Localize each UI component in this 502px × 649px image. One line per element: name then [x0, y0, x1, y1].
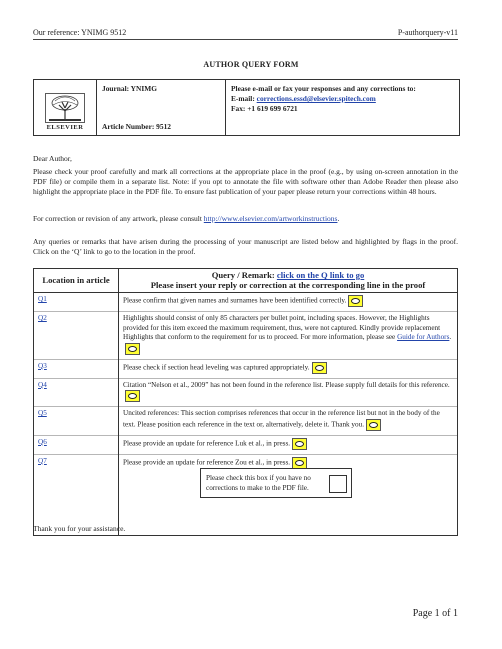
query-text: Highlights should consist of only 85 characters per bullet point, including spaces. However, the Highlights provided for this item exceed the maximum requirement, thus, were not captured. Kindly provide replacement Highlights that conform to the requirement for us to proceed. For more information, please see	[123, 314, 441, 341]
q-link[interactable]: Q2	[38, 314, 47, 322]
query-header-label: Query / Remark:	[211, 270, 277, 280]
query-suffix: .	[449, 333, 452, 341]
q-link-instruction[interactable]: click on the Q link to go	[276, 270, 365, 280]
artwork-suffix: .	[337, 214, 340, 223]
email-label: E-mail:	[231, 94, 257, 103]
elsevier-logo	[34, 80, 97, 135]
comment-icon[interactable]	[366, 419, 381, 431]
artwork-paragraph	[33, 214, 458, 224]
contact-cell	[226, 80, 459, 135]
queries-paragraph: Any queries or remarks that have arisen during the processing of your manuscript are listed below and highlighted by flags in the proof. Click on the ‘Q’ link to go to the location in the proof.	[33, 237, 458, 256]
page-header	[33, 28, 458, 40]
query-text: Please provide an update for reference Zou et al., in press.	[123, 458, 291, 467]
article-number: Article Number: 9512	[102, 122, 171, 131]
query-text: Uncited references: This section comprises references that occur in the reference list but not in the body of the text. Please position each reference in the text or, alternatively, delete it. Thank you.	[123, 409, 440, 429]
journal-info-box	[33, 79, 460, 136]
contact-instruction: Please e-mail or fax your responses and any corrections to:	[231, 84, 416, 93]
query-header-line2: Please insert your reply or correction at the corresponding line in the proof	[150, 279, 426, 290]
query-text: Citation “Nelson et al., 2009” has not been found in the reference list. Please supply full details for this reference.	[123, 380, 450, 389]
journal-cell	[97, 80, 226, 135]
query-text: Please provide an update for reference Luk et al., in press.	[123, 439, 291, 448]
instructions-paragraph: Please check your proof carefully and mark all corrections at the appropriate place in the proof (e.g., by using on-screen annotation in the PDF file) or compile them in a separate list. Note: if you opt to annotate the file with software other than Adobe Reader then please also highlight the appropriate place in the PDF file. To ensure fast publication of your paper please return your corrections within 48 hours.	[33, 167, 458, 196]
logo-text: ELSEVIER	[46, 124, 84, 131]
artwork-text: For correction or revision of any artwork, please consult	[33, 214, 204, 223]
no-corrections-checkbox[interactable]	[329, 475, 347, 493]
guide-for-authors-link[interactable]: Guide for Authors	[397, 333, 450, 341]
form-code: P-authorquery-v11	[397, 28, 458, 37]
salutation: Dear Author,	[33, 154, 72, 163]
query-text: Please confirm that given names and surnames have been identified correctly.	[123, 296, 347, 305]
comment-icon[interactable]	[125, 390, 140, 402]
q-link[interactable]: Q6	[38, 437, 47, 446]
q-link[interactable]: Q5	[38, 409, 47, 417]
tree-icon	[45, 93, 85, 123]
q-link[interactable]: Q7	[38, 456, 47, 465]
form-title: AUTHOR QUERY FORM	[203, 60, 299, 69]
query-text: Please check if section head leveling was captured appropriately.	[123, 363, 310, 372]
comment-icon[interactable]	[125, 343, 140, 355]
fax-number: Fax: +1 619 699 6721	[231, 104, 298, 113]
our-reference: Our reference: YNIMG 9512	[33, 28, 127, 37]
comment-icon[interactable]	[312, 362, 327, 374]
closing: Thank you for your assistance.	[33, 524, 126, 533]
query-header	[119, 269, 458, 293]
journal-name: Journal: YNIMG	[102, 84, 157, 93]
comment-icon[interactable]	[348, 295, 363, 307]
no-corrections-text: Please check this box if you have no corrections to make to the PDF file.	[206, 474, 311, 492]
location-header: Location in article	[34, 269, 119, 293]
comment-icon[interactable]	[292, 457, 307, 469]
email-link[interactable]: corrections.essd@elsevier.spitech.com	[256, 94, 376, 103]
page-number: Page 1 of 1	[412, 608, 458, 619]
q-link[interactable]: Q4	[38, 380, 47, 389]
q-link[interactable]: Q1	[38, 295, 47, 303]
artwork-link[interactable]: http://www.elsevier.com/artworkinstructions	[203, 214, 338, 223]
q-link[interactable]: Q3	[38, 361, 47, 370]
comment-icon[interactable]	[292, 438, 307, 450]
no-corrections-box	[200, 468, 352, 498]
